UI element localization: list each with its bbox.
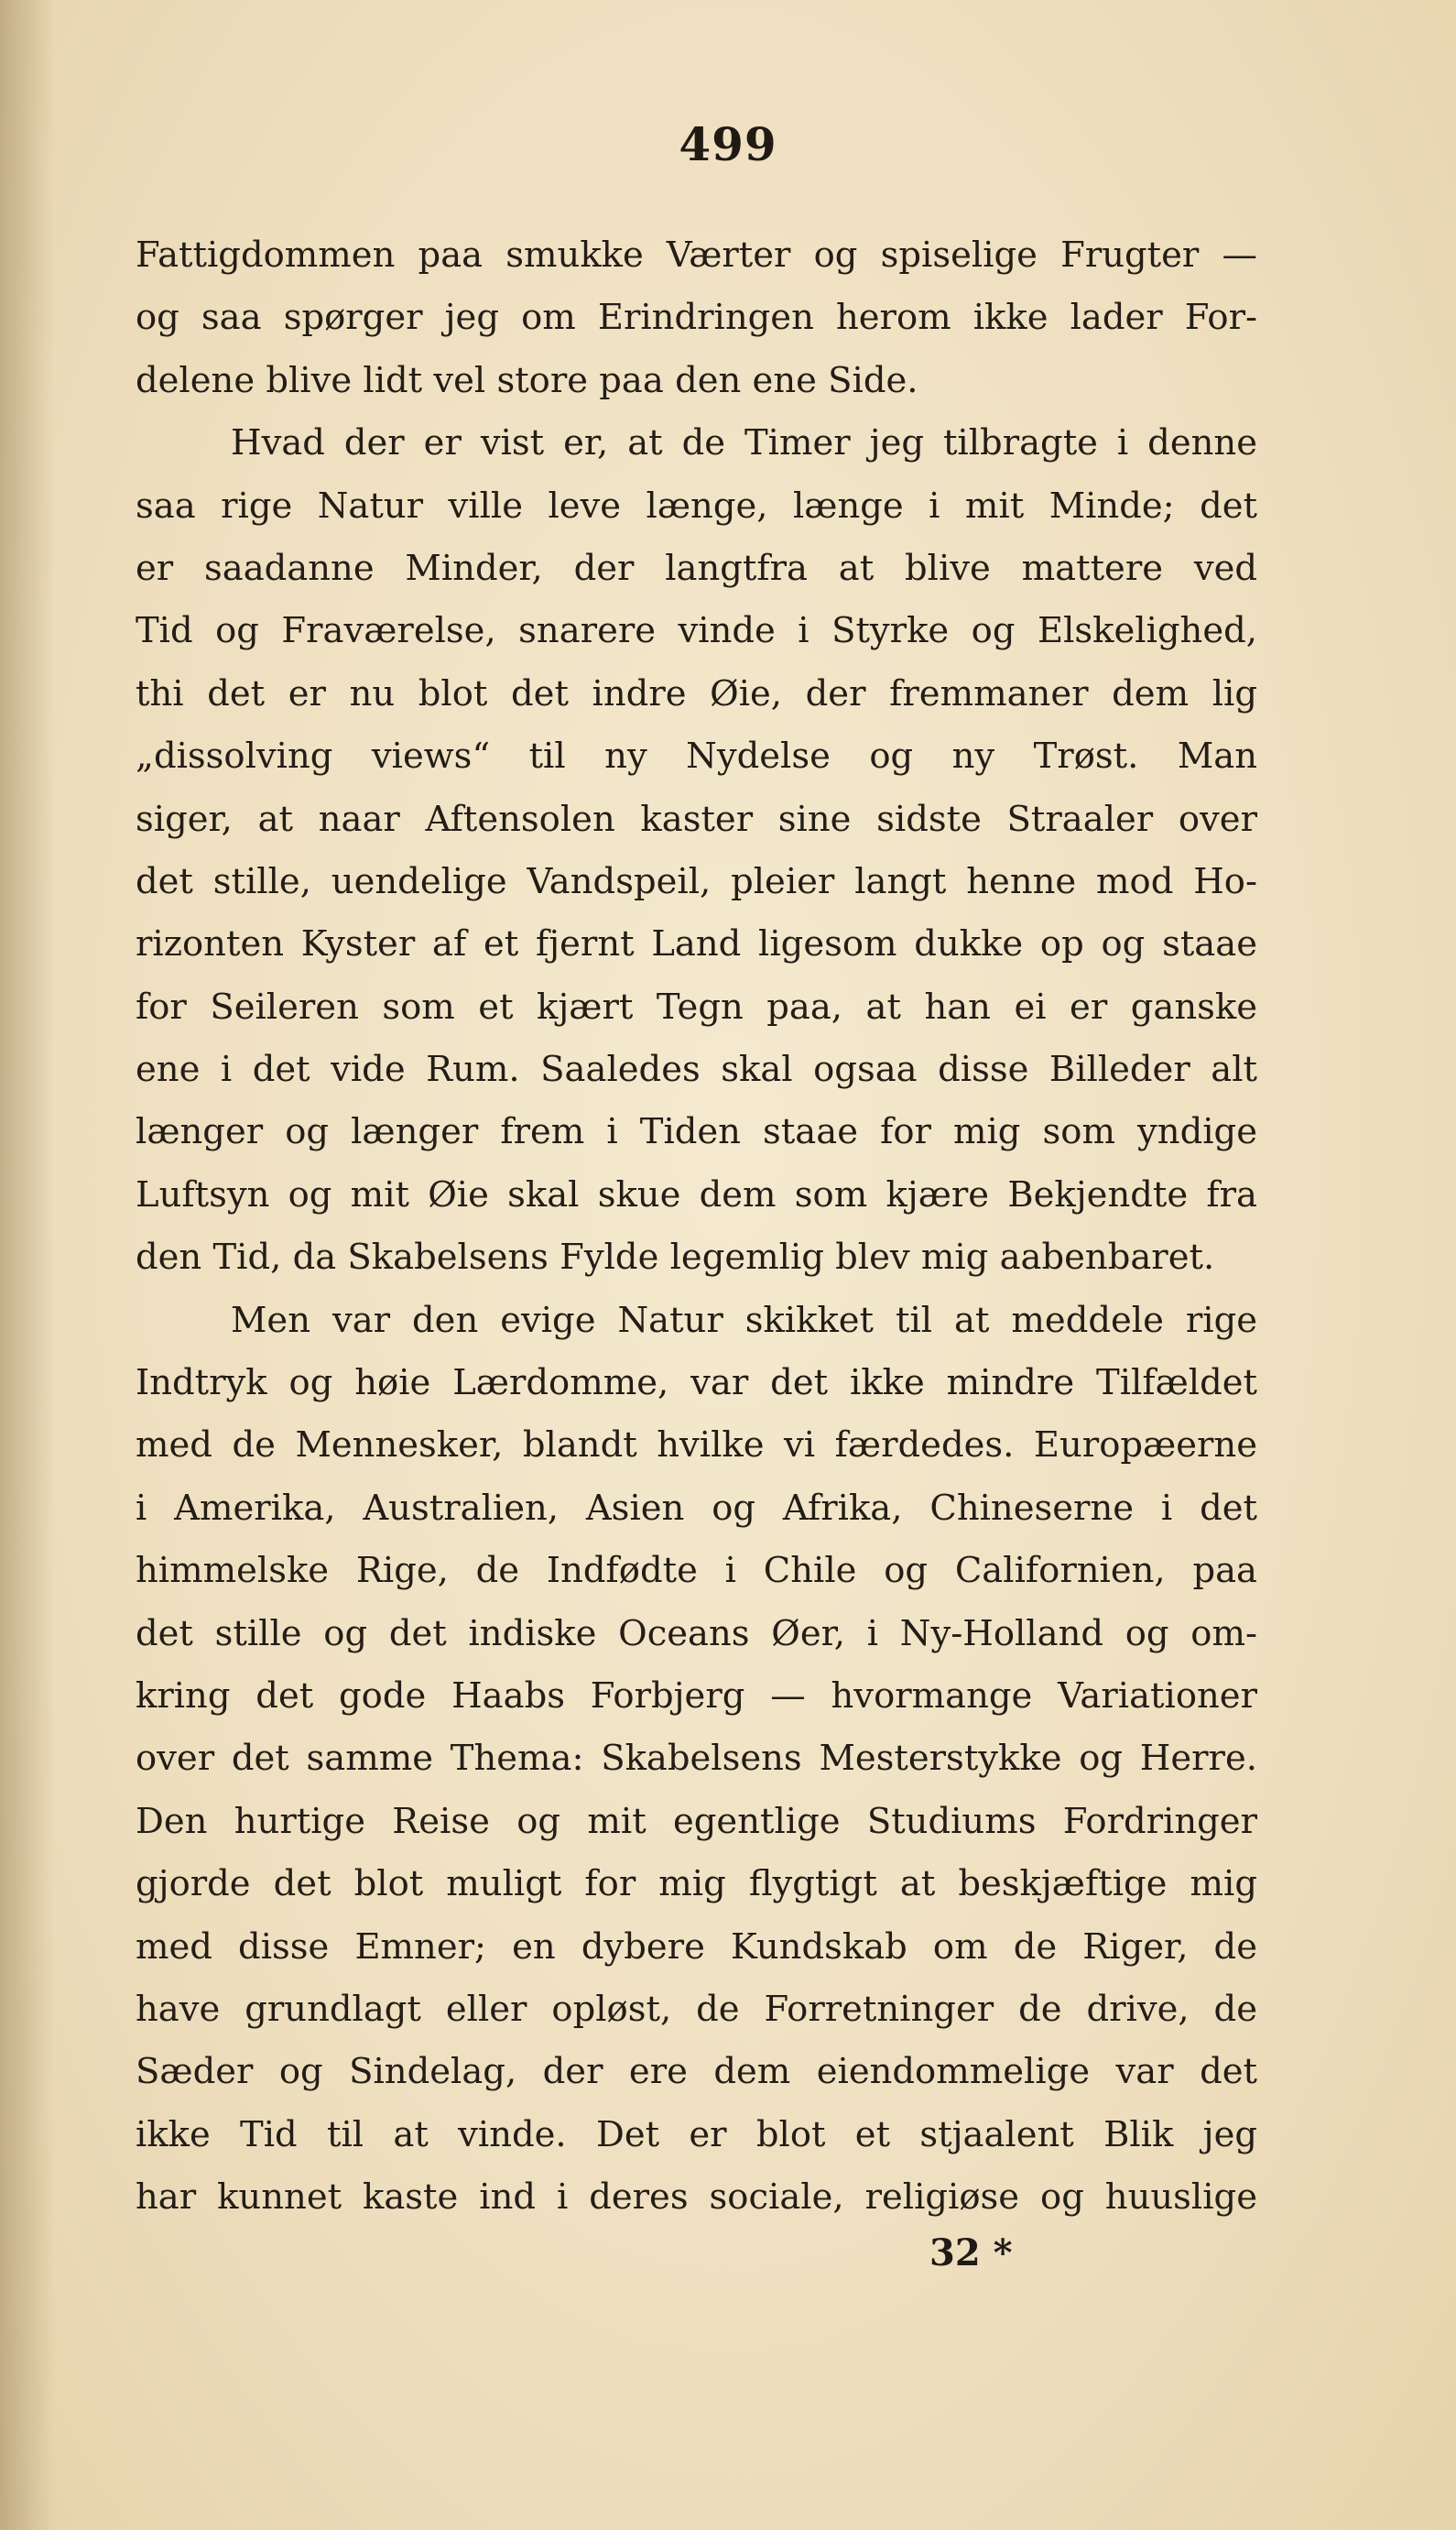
text-line: for Seileren som et kjært Tegn paa, at han ei er ganske bbox=[136, 986, 1257, 1028]
text-line: er saadanne Minder, der langtfra at blive mattere ved bbox=[136, 547, 1257, 589]
text-line: rizonten Kyster af et fjernt Land ligesom dukke op og staae bbox=[136, 923, 1257, 965]
text-line: thi det er nu blot det indre Øie, der fremmaner dem lig bbox=[136, 672, 1257, 714]
text-line: Luftsyn og mit Øie skal skue dem som kjære Bekjendte fra bbox=[136, 1173, 1257, 1216]
text-line: „dissolving views“ til ny Nydelse og ny Trøst. Man bbox=[136, 736, 1257, 778]
text-line: gjorde det blot muligt for mig flygtigt at beskjæftige mig bbox=[136, 1863, 1257, 1905]
text-line: siger, at naar Aftensolen kaster sine sidste Straaler over bbox=[136, 798, 1257, 840]
text-line: det stille, uendelige Vandspeil, pleier langt henne mod Ho- bbox=[136, 860, 1257, 902]
text-line: det stille og det indiske Oceans Øer, i Ny-Holland og om- bbox=[136, 1612, 1257, 1654]
text-line: delene blive lidt vel store paa den ene Side. bbox=[136, 359, 918, 401]
text-line: længer og længer frem i Tiden staae for mig som yndige bbox=[136, 1111, 1257, 1153]
text-line: Fattigdommen paa smukke Værter og spiselige Frugter — bbox=[136, 234, 1257, 276]
page-number: 499 bbox=[679, 117, 777, 171]
signature-mark: 32 * bbox=[929, 2231, 1013, 2274]
text-line: Indtryk og høie Lærdomme, var det ikke mindre Tilfældet bbox=[136, 1362, 1257, 1404]
text-line: Sæder og Sindelag, der ere dem eiendommelige var det bbox=[136, 2051, 1257, 2093]
text-line: over det samme Thema: Skabelsens Mesterstykke og Herre. bbox=[136, 1738, 1257, 1780]
text-line: og saa spørger jeg om Erindringen herom ikke lader For- bbox=[136, 297, 1257, 339]
text-line: kring det gode Haabs Forbjerg — hvormange Variationer bbox=[136, 1674, 1257, 1717]
text-line: i Amerika, Australien, Asien og Afrika, Chineserne i det bbox=[136, 1487, 1257, 1529]
text-line: have grundlagt eller opløst, de Forretninger de drive, de bbox=[136, 1988, 1257, 2030]
text-line: ene i det vide Rum. Saaledes skal ogsaa disse Billeder alt bbox=[136, 1049, 1257, 1091]
text-line: med disse Emner; en dybere Kundskab om de Riger, de bbox=[136, 1925, 1257, 1968]
text-line: himmelske Rige, de Indfødte i Chile og Californien, paa bbox=[136, 1550, 1257, 1592]
text-line: saa rige Natur ville leve længe, længe i mit Minde; det bbox=[136, 485, 1257, 527]
text-line: den Tid, da Skabelsens Fylde legemlig blev mig aabenbaret. bbox=[136, 1237, 1215, 1279]
text-line: har kunnet kaste ind i deres sociale, religiøse og huuslige bbox=[136, 2176, 1257, 2219]
text-line: Tid og Fraværelse, snarere vinde i Styrke og Elskelighed, bbox=[136, 610, 1257, 652]
text-line: med de Mennesker, blandt hvilke vi færdedes. Europæerne bbox=[136, 1424, 1257, 1467]
spine-shadow bbox=[0, 0, 55, 2530]
text-line: Men var den evige Natur skikket til at meddele rige bbox=[231, 1299, 1257, 1341]
text-line: Den hurtige Reise og mit egentlige Studiums Fordringer bbox=[136, 1800, 1257, 1842]
text-line: Hvad der er vist er, at de Timer jeg tilbragte i denne bbox=[231, 422, 1257, 464]
body-text bbox=[136, 224, 1257, 2230]
text-line: ikke Tid til at vinde. Det er blot et stjaalent Blik jeg bbox=[136, 2113, 1257, 2155]
